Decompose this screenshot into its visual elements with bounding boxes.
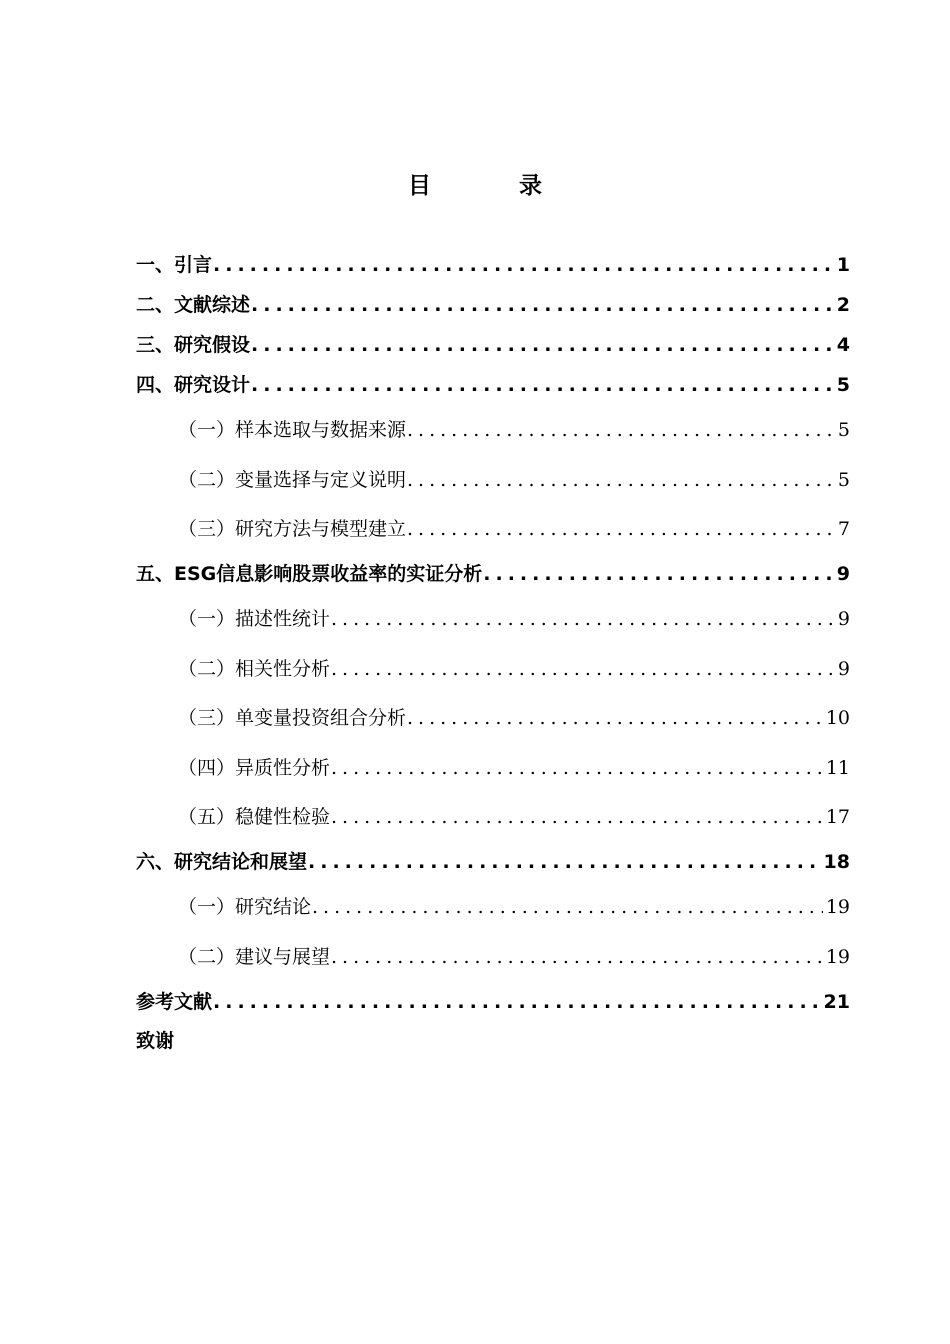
toc-page-number: 21 [823,991,850,1013]
toc-entry-literature-review[interactable] [136,291,850,319]
toc-entry-label: （一）描述性统计 [178,608,331,630]
toc-entry-label: 一、引言 [136,254,213,276]
toc-dot-leader [331,754,823,782]
toc-entry-label: 三、研究假设 [136,334,251,356]
toc-entry-label: （三）研究方法与模型建立 [178,518,407,540]
toc-dot-leader [251,371,834,399]
toc-entry-empirical-analysis[interactable] [136,560,850,588]
toc-page-number: 4 [836,334,850,356]
toc-page-number: 5 [837,469,850,491]
toc-dot-leader [407,515,835,543]
toc-page-number: 19 [825,896,850,918]
toc-dot-leader [308,848,821,876]
toc-page-number: 5 [837,419,850,441]
toc-subentry-heterogeneity-analysis[interactable] [178,754,850,782]
toc-subentry-research-conclusions[interactable] [178,893,850,921]
toc-subentry-sample-selection[interactable] [178,416,850,444]
toc-subentry-descriptive-statistics[interactable] [178,605,850,633]
toc-page-number: 7 [837,518,850,540]
toc-page-number: 2 [836,294,850,316]
toc-entry-label: （二）相关性分析 [178,658,331,680]
toc-entry-label: （五）稳健性检验 [178,806,331,828]
toc-entry-label: （四）异质性分析 [178,757,331,779]
toc-entry-label: （二）建议与展望 [178,946,331,968]
toc-entry-introduction[interactable] [136,251,850,279]
toc-dot-leader [483,560,834,588]
toc-dot-leader [331,655,835,683]
toc-dot-leader [251,291,834,319]
toc-entry-conclusions[interactable] [136,848,850,876]
toc-entry-label: （二）变量选择与定义说明 [178,469,407,491]
toc-entry-label: 四、研究设计 [136,374,251,396]
toc-entry-label: （一）样本选取与数据来源 [178,419,407,441]
toc-entry-label: 致谢 [136,1030,175,1052]
toc-dot-leader [213,251,834,279]
toc-entry-research-design[interactable] [136,371,850,399]
toc-dot-leader [213,988,821,1016]
toc-entry-label: 参考文献 [136,991,213,1013]
toc-dot-leader [407,416,835,444]
toc-page-number: 9 [837,608,850,630]
toc-dot-leader [312,893,823,921]
toc-dot-leader [331,803,823,831]
toc-entry-label: 五、ESG信息影响股票收益率的实证分析 [136,563,483,585]
toc-subentry-methodology[interactable] [178,515,850,543]
toc-subentry-variable-definition[interactable] [178,466,850,494]
toc-entry-label: 二、文献综述 [136,294,251,316]
toc-entry-references[interactable] [136,988,850,1016]
toc-dot-leader [251,331,834,359]
toc-entry-label: （三）单变量投资组合分析 [178,707,407,729]
toc-dot-leader [407,466,835,494]
toc-page-number: 1 [836,254,850,276]
toc-dot-leader [331,605,835,633]
toc-page-number: 17 [825,806,850,828]
toc-page-number: 11 [825,757,850,779]
toc-entry-acknowledgements[interactable] [136,1027,850,1055]
toc-page-number: 18 [823,851,850,873]
toc-entry-hypotheses[interactable] [136,331,850,359]
toc-subentry-suggestions-outlook[interactable] [178,943,850,971]
toc-entry-label: 六、研究结论和展望 [136,851,308,873]
toc-subentry-robustness-test[interactable] [178,803,850,831]
toc-subentry-correlation-analysis[interactable] [178,655,850,683]
toc-page-number: 9 [836,563,850,585]
toc-page-number: 10 [825,707,850,729]
toc-heading: 目 录 [407,173,582,199]
toc-page-number: 19 [825,946,850,968]
toc-dot-leader [407,704,823,732]
toc-dot-leader [331,943,823,971]
toc-subentry-portfolio-analysis[interactable] [178,704,850,732]
toc-page-number: 9 [837,658,850,680]
toc-page-number: 5 [836,374,850,396]
toc-entry-label: （一）研究结论 [178,896,312,918]
